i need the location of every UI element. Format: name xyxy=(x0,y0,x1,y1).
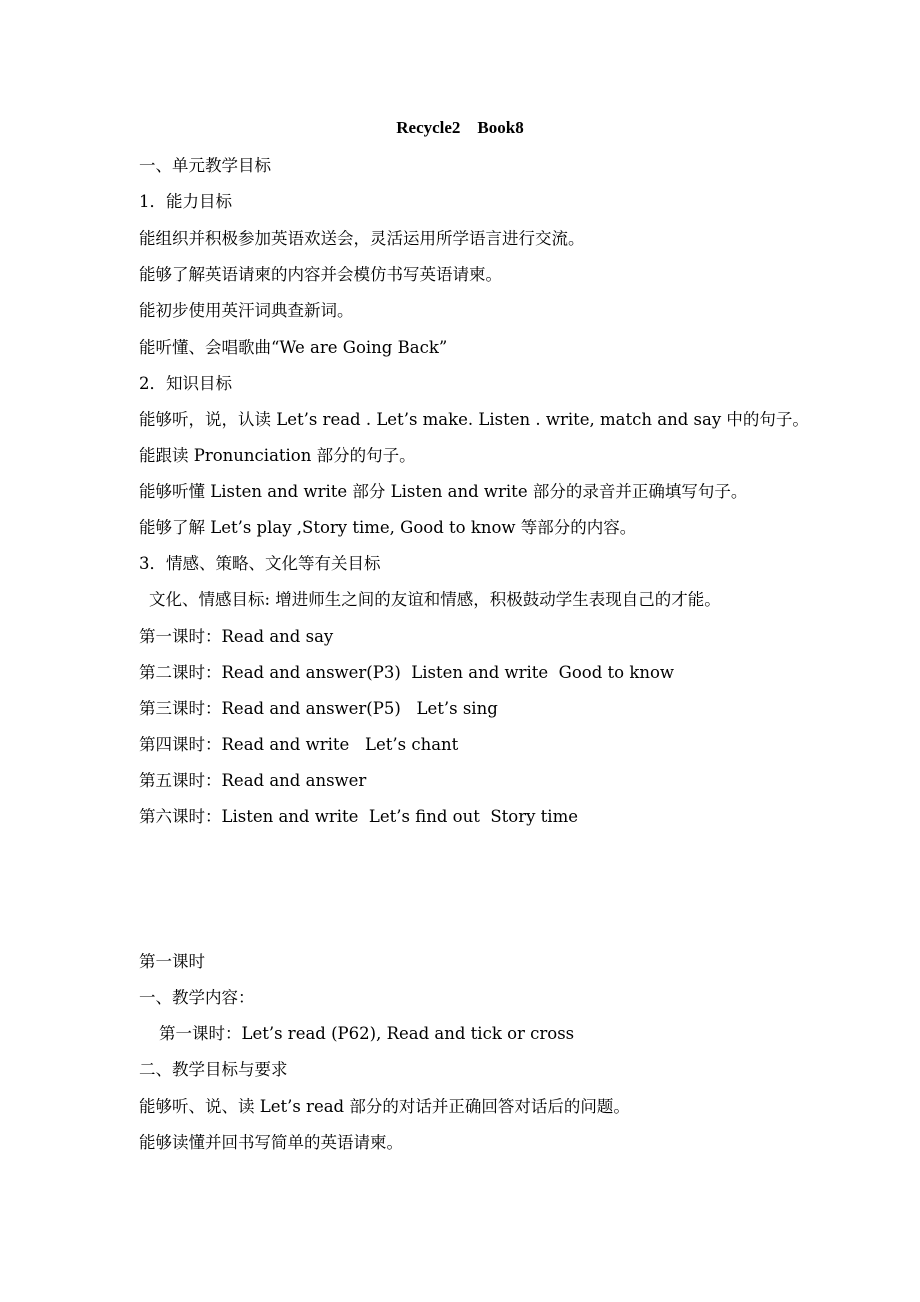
lesson1-content-text: 第一课时：Let’s read (P62), Read and tick or cross xyxy=(159,1024,575,1043)
lesson-schedule-item: 第六课时：Listen and write Let’s find out Story time xyxy=(139,807,578,826)
knowledge-goal-item: 能够听，说，认读 Let’s read . Let’s make. Listen . write, match and say 中的句子。 xyxy=(139,410,809,429)
ability-goal-item: 能够了解英语请柬的内容并会模仿书写英语请柬。 xyxy=(139,265,502,284)
lesson1-heading: 第一课时 xyxy=(139,952,205,971)
knowledge-goal-item: 能够了解 Let’s play ,Story time, Good to know 等部分的内容。 xyxy=(139,518,637,537)
lesson-schedule-item: 第二课时：Read and answer(P3) Listen and write Good to know xyxy=(139,663,675,682)
section-heading-unit-goals: 一、单元教学目标 xyxy=(139,156,271,175)
ability-goal-item: 能组织并积极参加英语欢送会，灵活运用所学语言进行交流。 xyxy=(139,229,585,248)
knowledge-goals-heading: 2．知识目标 xyxy=(139,374,232,393)
lesson-schedule-item: 第三课时：Read and answer(P5) Let’s sing xyxy=(139,699,498,718)
lesson-schedule-item: 第一课时：Read and say xyxy=(139,627,334,646)
lesson-schedule-item: 第五课时：Read and answer xyxy=(139,771,367,790)
ability-goals-heading: 1．能力目标 xyxy=(139,192,232,211)
ability-goal-item: 能初步使用英汗词典查新词。 xyxy=(139,301,354,320)
emotion-goal-text: 文化、情感目标: 增进师生之间的友谊和情感，积极鼓动学生表现自己的才能。 xyxy=(149,590,721,609)
emotion-goals-heading: 3．情感、策略、文化等有关目标 xyxy=(139,554,381,573)
lesson-schedule-item: 第四课时：Read and write Let’s chant xyxy=(139,735,459,754)
ability-goal-item: 能听懂、会唱歌曲“We are Going Back” xyxy=(139,338,448,357)
lesson1-goal-item: 能够听、说、读 Let’s read 部分的对话并正确回答对话后的问题。 xyxy=(139,1097,630,1116)
knowledge-goal-item: 能跟读 Pronunciation 部分的句子。 xyxy=(139,446,416,465)
knowledge-goal-item: 能够听懂 Listen and write 部分 Listen and write 部分的录音并正确填写句子。 xyxy=(139,482,748,501)
lesson1-goal-item: 能够读懂并回书写简单的英语请柬。 xyxy=(139,1133,403,1152)
lesson1-content-heading: 一、教学内容： xyxy=(139,988,255,1007)
document-title: Recycle2 Book8 xyxy=(396,118,524,137)
lesson1-goals-heading: 二、教学目标与要求 xyxy=(139,1060,288,1079)
